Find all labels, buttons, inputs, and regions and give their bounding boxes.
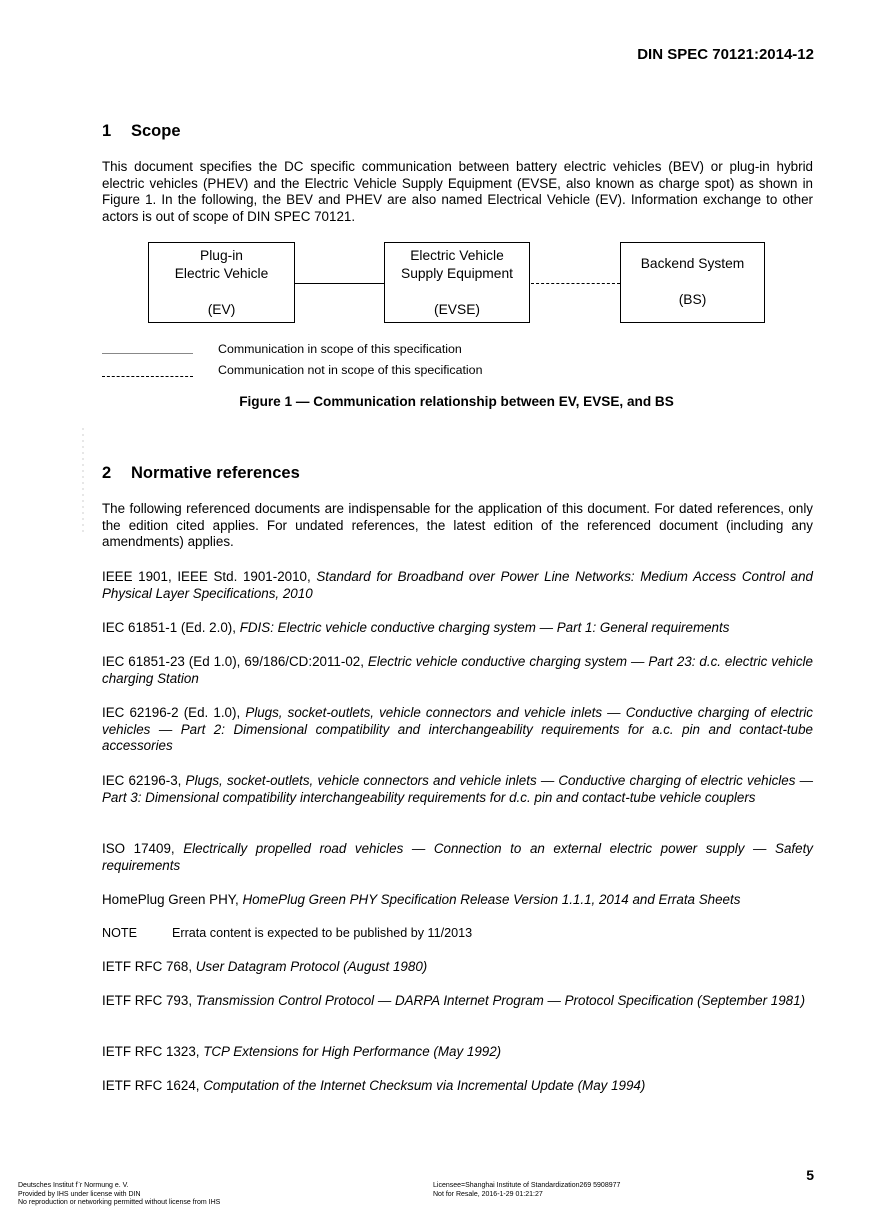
evse-label-line2: Supply Equipment [401, 266, 513, 281]
reference-title: Computation of the Internet Checksum via Incremental Update (May 1994) [203, 1078, 646, 1093]
legend-solid-line [102, 353, 193, 354]
reference-title: Electric vehicle conductive charging system — Part 23: d.c. electric vehicle charging Station [102, 654, 813, 686]
reference-title: FDIS: Electric vehicle conductive charging system — Part 1: General requirements [239, 620, 730, 635]
reference-id: IEC 62196-2 (Ed. 1.0), [102, 705, 246, 720]
section-heading-normative-references [102, 464, 300, 483]
figure-caption: Figure 1 — Communication relationship between EV, EVSE, and BS [239, 394, 674, 409]
footer-right-line1: Licensee=Shanghai Institute of Standardization269 5908977 [433, 1182, 621, 1189]
legend-dashed-line [102, 376, 193, 377]
bs-box [620, 242, 765, 323]
reference-title: User Datagram Protocol (August 1980) [195, 959, 428, 974]
reference-item [102, 841, 813, 874]
ev-abbr: (EV) [207, 302, 236, 317]
reference-item [102, 620, 813, 637]
reference-id: IEC 62196-3, [102, 773, 186, 788]
evse-abbr: (EVSE) [434, 302, 480, 317]
evse-label-line1: Electric Vehicle [410, 248, 504, 263]
reference-title: Transmission Control Protocol — DARPA Internet Program — Protocol Specification (September 1981) [195, 993, 806, 1008]
reference-id: ISO 17409, [102, 841, 184, 856]
legend-not-in-scope-text: Communication not in scope of this specification [218, 363, 483, 377]
reference-item [102, 1044, 813, 1061]
reference-id: IEC 61851-23 (Ed 1.0), 69/186/CD:2011-02, [102, 654, 368, 669]
reference-title: Plugs, socket-outlets, vehicle connectors and vehicle inlets — Conductive charging of electric vehicles — Part 3: Dimensional compatibility interchangeability requirements for d.c. pin and contact-tube vehicle couplers [102, 773, 813, 805]
reference-item [102, 654, 813, 687]
section-title: Normative references [131, 464, 300, 482]
margin-mark [80, 428, 86, 533]
out-of-scope-connector [531, 283, 620, 284]
reference-item [102, 705, 813, 755]
footer-left-line2: Provided by IHS under license with DIN [18, 1190, 141, 1198]
reference-id: IETF RFC 768, [102, 959, 196, 974]
footer-right-line2: Not for Resale, 2016-1-29 01:21:27 [433, 1190, 543, 1198]
scope-paragraph: This document specifies the DC specific communication between battery electric vehicles (BEV) or plug-in hybrid electric vehicles (PHEV) and the Electric Vehicle Supply Equipment (EVSE, also known as charge spot) as shown in Figure 1. In the following, the BEV and PHEV are also named Electrical Vehicle (EV). Information exchange to other actors is out of scope of DIN SPEC 70121. [102, 159, 813, 224]
note [102, 926, 472, 940]
reference-id: HomePlug Green PHY, [102, 892, 243, 907]
footer-left [18, 1182, 220, 1208]
reference-title: Standard for Broadband over Power Line Networks: Medium Access Control and Physical Layer Specifications, 2010 [102, 569, 814, 601]
reference-id: IEC 61851-1 (Ed. 2.0), [102, 620, 240, 635]
reference-item [102, 569, 813, 602]
reference-item [102, 1078, 813, 1095]
page-number: 5 [806, 1167, 814, 1183]
reference-id: IEEE 1901, IEEE Std. 1901-2010, [102, 569, 317, 584]
section-number: 1 [102, 122, 112, 140]
reference-id: IETF RFC 1624, [102, 1078, 204, 1093]
section-title: Scope [131, 122, 181, 140]
reference-title: TCP Extensions for High Performance (May 1992) [203, 1044, 502, 1059]
bs-abbr: (BS) [678, 292, 707, 307]
normative-references-paragraph: The following referenced documents are indispensable for the application of this document. For dated references, only the edition cited applies. For undated references, the latest edition of the referenced document (including any amendments) applies. [102, 501, 813, 550]
reference-id: IETF RFC 793, [102, 993, 196, 1008]
document-id: DIN SPEC 70121:2014-12 [637, 46, 814, 63]
footer-right [433, 1182, 620, 1199]
section-heading-scope [102, 122, 181, 141]
reference-title: HomePlug Green PHY Specification Release Version 1.1.1, 2014 and Errata Sheets [242, 892, 741, 907]
footer-left-line1: Deutsches Institut f¨r Normung e. V. [18, 1182, 129, 1189]
reference-item [102, 773, 813, 806]
reference-title: Plugs, socket-outlets, vehicle connectors and vehicle inlets — Conductive charging of electric vehicles — Part 2: Dimensional compatibility and interchangeability requirements for a.c. pin and contact-tube accessories [102, 705, 813, 754]
ev-label-line2: Electric Vehicle [174, 266, 269, 281]
reference-item [102, 993, 813, 1010]
bs-label-line1: Backend System [640, 256, 745, 271]
reference-item [102, 892, 813, 909]
reference-title: Electrically propelled road vehicles — Connection to an external electric power supply — Safety requirements [102, 841, 813, 873]
ev-box [148, 242, 295, 323]
note-text: Errata content is expected to be published by 11/2013 [172, 926, 473, 940]
margin-dots-icon [80, 428, 86, 533]
legend-in-scope-text: Communication in scope of this specification [218, 342, 462, 356]
note-label: NOTE [102, 926, 137, 940]
section-number: 2 [102, 464, 112, 482]
ev-label-line1: Plug-in [200, 248, 243, 263]
evse-box [384, 242, 530, 323]
reference-id: IETF RFC 1323, [102, 1044, 204, 1059]
reference-item [102, 959, 813, 976]
in-scope-connector [295, 283, 385, 284]
footer-left-line3: No reproduction or networking permitted without license from IHS [18, 1199, 221, 1206]
